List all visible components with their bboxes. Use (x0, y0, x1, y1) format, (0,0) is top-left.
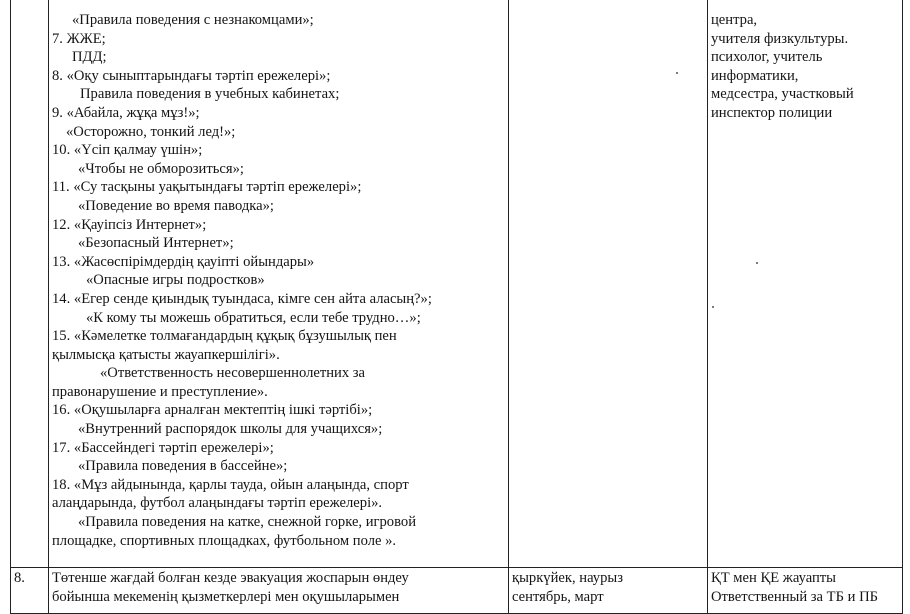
scan-speck (756, 262, 758, 264)
content-line: 11. «Су тасқыны уақытындағы тәртіп ережелері»; (52, 179, 362, 196)
content-line: «Опасные игры подростков» (86, 272, 265, 289)
content-line: қылмысқа қатысты жауапкершілігі». (52, 346, 280, 363)
content-line: «Правила поведения на катке, снежной горке, игровой (78, 514, 416, 531)
content-line: 15. «Кәмелетке толмағандардың құқық бұзушылық пен (52, 328, 397, 345)
content-line: «Внутренний распорядок школы для учащихся»; (78, 421, 383, 438)
content-line: 17. «Бассейндегі тәртіп ережелері»; (52, 439, 274, 456)
content-line: площадке, спортивных площадках, футбольном поле ». (52, 532, 397, 549)
content-line: алаңдарында, футбол алаңындағы тәртіп ережелері». (52, 495, 383, 512)
content-cell (49, 568, 509, 614)
number-cell (11, 0, 49, 568)
responsible-cell (708, 0, 903, 568)
content-line: 7. ЖЖЕ; (52, 30, 106, 47)
table-row-8 (11, 568, 903, 614)
content-line: «Поведение во время паводка»; (78, 197, 274, 214)
content-line: 13. «Жасөспірімдердің қауіпті ойындары» (52, 253, 315, 270)
content-line: 12. «Қауіпсіз Интернет»; (52, 216, 207, 233)
content-line: «Осторожно, тонкий лед!»; (66, 123, 236, 140)
responsible-cell (708, 568, 903, 614)
number-cell: 8. (11, 568, 49, 614)
content-line: бойынша мекеменің қызметкерлері мен оқушыларымен (52, 588, 400, 605)
content-line: 18. «Мұз айдынында, қарлы тауда, ойын алаңында, спорт (52, 476, 409, 493)
content-line: «Правила поведения с незнакомцами»; (72, 12, 314, 28)
content-line: «Ответственность несовершеннолетних за (100, 365, 366, 382)
content-line: правонарушение и преступление». (52, 383, 268, 400)
responsible-line: учителя физкультуры. (711, 30, 849, 47)
scan-speck (712, 306, 714, 308)
scan-speck (676, 72, 678, 74)
content-line: «Чтобы не обморозиться»; (78, 160, 244, 177)
responsible-line: центра, (711, 12, 758, 28)
content-line: 10. «Үсіп қалмау үшін»; (52, 142, 203, 159)
content-line: Правила поведения в учебных кабинетах; (80, 86, 340, 103)
content-cell (49, 0, 509, 568)
content-line: «К кому ты можешь обратиться, если тебе трудно…»; (86, 309, 421, 326)
content-line: Төтенше жағдай болған кезде эвакуация жоспарын өндеу (52, 570, 409, 586)
content-line: 14. «Егер сенде қиындық туындаса, кімге сен айта аласың?»; (52, 290, 432, 307)
content-line: «Правила поведения в бассейне»; (78, 458, 288, 475)
responsible-line: инспектор полиции (711, 104, 833, 121)
table-row-continued (11, 0, 903, 568)
dates-line: қыркүйек, наурыз (512, 570, 623, 586)
responsible-line: Ответственный за ТБ и ПБ (711, 588, 878, 605)
responsible-line: психолог, учитель (711, 49, 823, 66)
responsible-line: информатики, (711, 67, 799, 84)
content-line: 9. «Абайла, жұқа мұз!»; (52, 104, 200, 121)
content-line: «Безопасный Интернет»; (78, 235, 234, 252)
content-line: 8. «Оқу сыныптарындағы тәртіп ережелері»; (52, 67, 331, 84)
dates-line: сентябрь, март (512, 588, 604, 605)
content-line: ПДД; (72, 49, 107, 66)
plan-table (10, 0, 903, 614)
dates-cell (509, 0, 708, 568)
content-line: 16. «Оқушыларға арналған мектептің ішкі тәртібі»; (52, 402, 373, 419)
dates-cell (509, 568, 708, 614)
responsible-line: медсестра, участковый (711, 86, 854, 103)
responsible-line: ҚТ мен ҚЕ жауапты (711, 570, 836, 586)
